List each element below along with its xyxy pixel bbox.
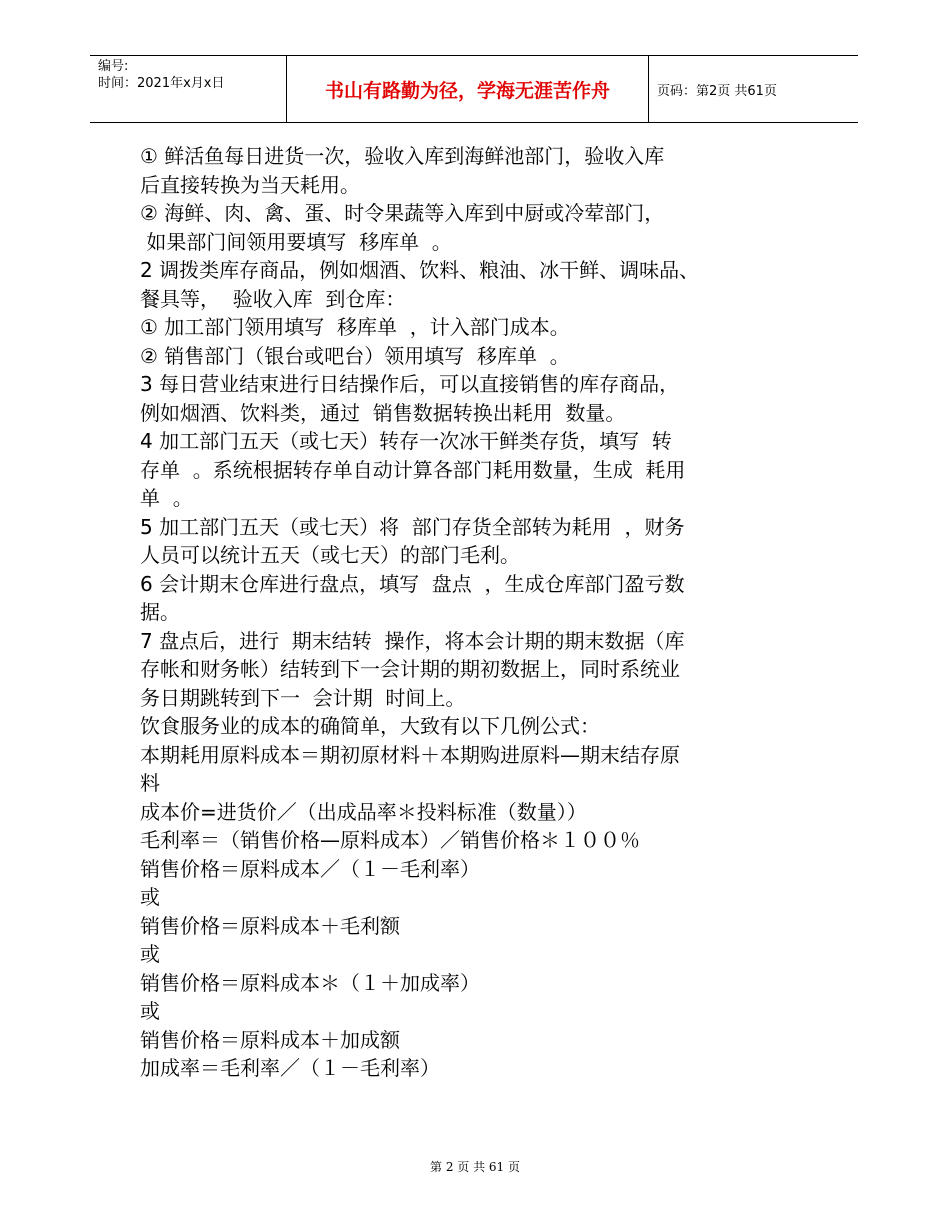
body-line: 销售价格＝原料成本＊（１＋加成率） [140, 970, 480, 995]
body-line: 或 [140, 942, 160, 966]
page-footer: 第 2 页 共 61 页 [430, 1160, 520, 1174]
body-line: 加成率＝毛利率／（１－毛利率） [140, 1056, 440, 1080]
body-line: 3 每日营业结束进行日结操作后，可以直接销售的库存商品， [140, 372, 680, 396]
body-line: ① 加工部门领用填写 移库单 ，计入部门成本。 [140, 315, 570, 339]
body-line: 例如烟酒、饮料类，通过 销售数据转换出耗用 数量。 [140, 400, 626, 425]
body-line: 本期耗用原料成本＝期初原材料＋本期购进原料—期末结存原 [140, 742, 680, 767]
body-line: 或 [140, 999, 160, 1023]
body-line: 饮食服务业的成本的确简单，大致有以下几例公式： [140, 714, 600, 738]
body-line: 料 [140, 771, 160, 795]
body-line: 成本价=进货价／（出成品率＊投料标准（数量）） [140, 799, 587, 824]
body-line: 或 [140, 885, 160, 909]
body-line: ② 海鲜、肉、禽、蛋、时令果蔬等入库到中厨或冷荤部门， [140, 201, 665, 225]
body-line: ② 销售部门（银台或吧台）领用填写 移库单 。 [140, 343, 570, 368]
body-line: 销售价格＝原料成本＋加成额 [140, 1027, 400, 1052]
body-line: 5 加工部门五天（或七天）将 部门存货全部转为耗用 ，财务 [140, 514, 685, 539]
document-body [140, 142, 840, 1083]
body-line: 存帐和财务帐）结转到下一会计期的期初数据上，同时系统业 [140, 657, 680, 681]
header-motto: 书山有路勤为径，学海无涯苦作舟 [286, 56, 649, 122]
body-line: 2 调拨类库存商品，例如烟酒、饮料、粮油、冰干鲜、调味品、 [140, 258, 700, 282]
body-line: 人员可以统计五天（或七天）的部门毛利。 [140, 543, 520, 567]
serial-label: 编号: [98, 59, 129, 74]
body-line: 务日期跳转到下一 会计期 时间上。 [140, 685, 466, 710]
body-line: 4 加工部门五天（或七天）转存一次冰干鲜类存货，填写 转 [140, 429, 672, 453]
body-line: 单 。 [140, 486, 193, 510]
body-line: 如果部门间领用要填写 移库单 。 [140, 229, 452, 254]
body-line: 餐具等， 验收入库 到仓库： [140, 286, 406, 311]
header-page-info: 页码：第2页 共61页 [657, 83, 777, 99]
body-line: 后直接转换为当天耗用。 [140, 172, 360, 197]
body-line: ① 鲜活鱼每日进货一次，验收入库到海鲜池部门，验收入库 [140, 144, 665, 168]
header-meta [90, 56, 286, 122]
body-line: 销售价格＝原料成本／（１－毛利率） [140, 856, 480, 881]
body-line: 7 盘点后，进行 期末结转 操作，将本会计期的期末数据（库 [140, 628, 685, 653]
body-line: 毛利率＝（销售价格—原料成本）／销售价格＊１００％ [140, 828, 640, 852]
page-header [90, 55, 858, 123]
body-line: 6 会计期末仓库进行盘点，填写 盘点 ，生成仓库部门盈亏数 [140, 571, 685, 596]
body-line: 销售价格＝原料成本＋毛利额 [140, 913, 400, 938]
time-label: 时间：2021年x月x日 [98, 76, 225, 91]
body-line: 存单 。系统根据转存单自动计算各部门耗用数量，生成 耗用 [140, 457, 686, 482]
body-line: 据。 [140, 600, 180, 624]
